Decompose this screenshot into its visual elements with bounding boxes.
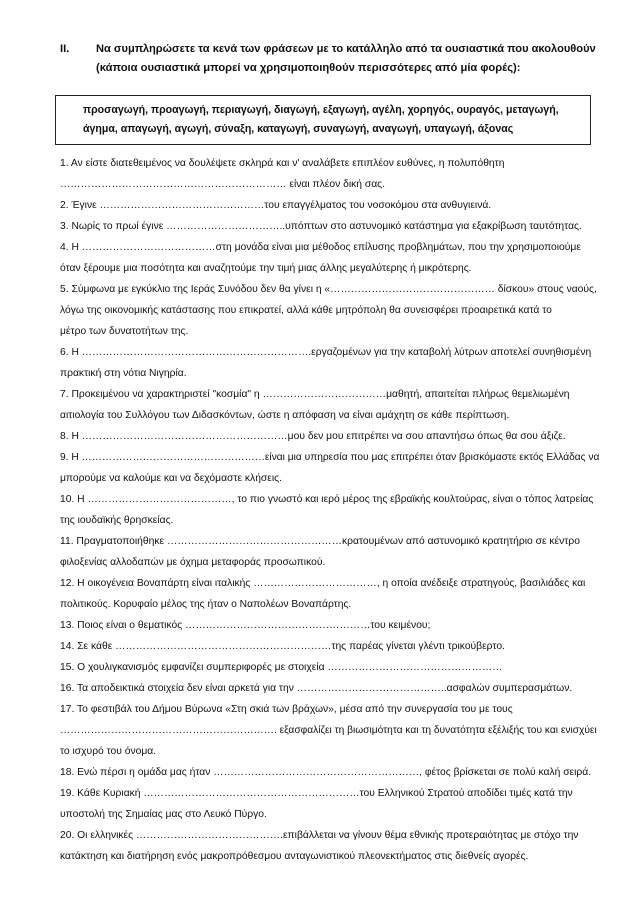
- sentence-line: το ισχυρό του όνομα.: [60, 746, 157, 757]
- exercise-instruction-note: (κάποια ουσιαστικά μπορεί να χρησιμοποιηθούν περισσότερες από μία φορές):: [96, 62, 521, 74]
- sentence-line: 12. Η οικογένεια Βοναπάρτη είναι ιταλικής ………………………………, η οποία ανέδειξε στρατηγούς, βασιλιάδες και: [60, 578, 586, 589]
- sentence-line: 2. Έγινε …………………………………………του επαγγέλματος του νοσοκόμου στα ανθυγιεινά.: [60, 200, 492, 211]
- sentence-line: 3. Νωρίς το πρωί έγινε ……………………………..υπόπτων στο αστυνομικό κατάστημα για εξακρίβωση ταυτότητας.: [60, 221, 582, 232]
- sentence-line: υποστολή της Σημαίας μας στο Λευκό Πύργο.: [60, 809, 267, 820]
- sentence-line: ………………………………………………………… είναι πλέον δική σας.: [60, 179, 385, 190]
- sentence-line: 14. Σε κάθε ………………………………………………………της παρέας γίνεται γλέντι τρικούβερτο.: [60, 641, 505, 652]
- sentence-line: 4. Η …………………………………στη μονάδα είναι μια μέθοδος επίλυσης προβλημάτων, που την χρησιμοποιούμε: [60, 242, 581, 253]
- exercise-number: II.: [60, 43, 70, 55]
- word-bank-box: [55, 95, 591, 145]
- sentence-line: λόγω της οικονομικής κατάστασης που επικρατεί, αλλά κάθε μητρόπολη θα συνεισφέρει προαιρετικά κατά το: [60, 305, 552, 316]
- sentence-line: 7. Προκειμένου να χαρακτηριστεί "κοσμία" η ………………………………μαθητή, απαιτείται πλήρως θεμελιωμένη: [60, 389, 570, 400]
- sentence-line: 19. Κάθε Κυριακή ………………………………………………………του Ελληνικού Στρατού αποδίδει τιμές κατά την: [60, 788, 573, 799]
- word-bank-line: προσαγωγή, προαγωγή, περιαγωγή, διαγωγή, εξαγωγή, αγέλη, χορηγός, ουραγός, μεταγωγή,: [83, 104, 559, 116]
- sentence-line: 11. Πραγματοποιήθηκε ……………………………………………κρατουμένων από αστυνομικό κρατητήριο σε κέντρο: [60, 536, 580, 547]
- sentence-line: κατάκτηση και διατήρηση ενός μακροπρόθεσμου ανταγωνιστικού πλεονεκτήματος στις διεθνείς αγορές.: [60, 851, 529, 862]
- sentence-line: μπορούμε να καλούμε και να δεχόμαστε κλήσεις.: [60, 473, 282, 484]
- sentence-line: φιλοξενίας αλλοδαπών με όχημα μεταφοράς προσωπικού.: [60, 557, 326, 568]
- sentence-line: 10. Η ……………………………………, το πιο γνωστό και ιερό μέρος της εβραϊκής κουλτούρας, είναι ο τόπος λατρείας: [60, 494, 594, 505]
- sentence-line: πολιτικούς. Κορυφαίο μέλος της ήταν ο Ναπολέων Βοναπάρτης.: [60, 599, 352, 610]
- sentence-line: 13. Ποιος είναι ο θεματικός ………………………………………………του κειμένου;: [60, 620, 431, 631]
- sentence-line: 16. Τα αποδεικτικά στοιχεία δεν είναι αρκετά για την ……………………………………..ασφαλών συμπερασμάτων.: [60, 683, 573, 694]
- sentence-line: ………………………………………………………. εξασφαλίζει τη βιωσιμότητα και τη δυνατότητα εξέλιξής του και ενισχύει: [60, 725, 597, 736]
- word-bank-line: άγημα, απαγωγή, αγωγή, σύναξη, καταγωγή, συναγωγή, αναγωγή, υπαγωγή, άξονας: [83, 123, 514, 135]
- sentence-line: 20. Οι ελληνικές …………………………………….επιβάλλεται να γίνουν θέμα εθνικής προτεραιότητας με στόχο την: [60, 830, 579, 841]
- sentence-line: αιτιολογία του Συλλόγου των Διδασκόντων, ώστε η απόφαση να είναι αμάχητη σε κάθε περίπτωση.: [60, 410, 510, 421]
- sentence-line: μέτρο των δυνατοτήτων της.: [60, 326, 189, 337]
- sentence-line: πρακτική στη νότια Νιγηρία.: [60, 368, 187, 379]
- sentence-line: 9. Η ………………………………………………είναι μια υπηρεσία που μας επιτρέπει όταν βρισκόμαστε εκτός Ελλάδας να: [60, 452, 600, 463]
- sentence-line: 18. Ενώ πέρσι η ομάδα μας ήταν ……………………………………………………, φέτος βρίσκεται σε πολύ καλή σειρά.: [60, 767, 592, 778]
- exercise-instruction: Να συμπληρώσετε τα κενά των φράσεων με το κατάλληλο από τα ουσιαστικά που ακολουθούν: [96, 43, 596, 55]
- sentence-line: όταν ξέρουμε μια ποσότητα και αναζητούμε την τιμή μιας άλλης μεγαλύτερης ή μικρότερης.: [60, 263, 472, 274]
- sentence-line: 1. Αν είστε διατεθειμένος να δουλέψετε σκληρά και ν' αναλάβετε επιπλέον ευθύνες, η πολυπόθητη: [60, 158, 505, 169]
- sentence-line: της ιουδαϊκής θρησκείας.: [60, 515, 174, 526]
- sentence-line: 15. Ο χουλιγκανισμός εμφανίζει συμπεριφορές με στοιχεία ……………………………………………: [60, 662, 503, 673]
- sentence-line: 8. Η ……………………………………………………μου δεν μου επιτρέπει να σου απαντήσω όπως θα σου άξιζε.: [60, 431, 566, 442]
- sentence-line: 6. Η ………………………………………………………….εργαζομένων για την καταβολή λύτρων αποτελεί συνηθισμένη: [60, 347, 592, 358]
- sentence-line: 5. Σύμφωνα με εγκύκλιο της Ιεράς Συνόδου δεν θα γίνει η «………………………………………… δίσκου» στους ναούς,: [60, 284, 597, 295]
- sentence-line: 17. Το φεστιβάλ του Δήμου Βύρωνα «Στη σκιά των βράχων», μέσα από την συνεργασία του με τους: [60, 704, 513, 715]
